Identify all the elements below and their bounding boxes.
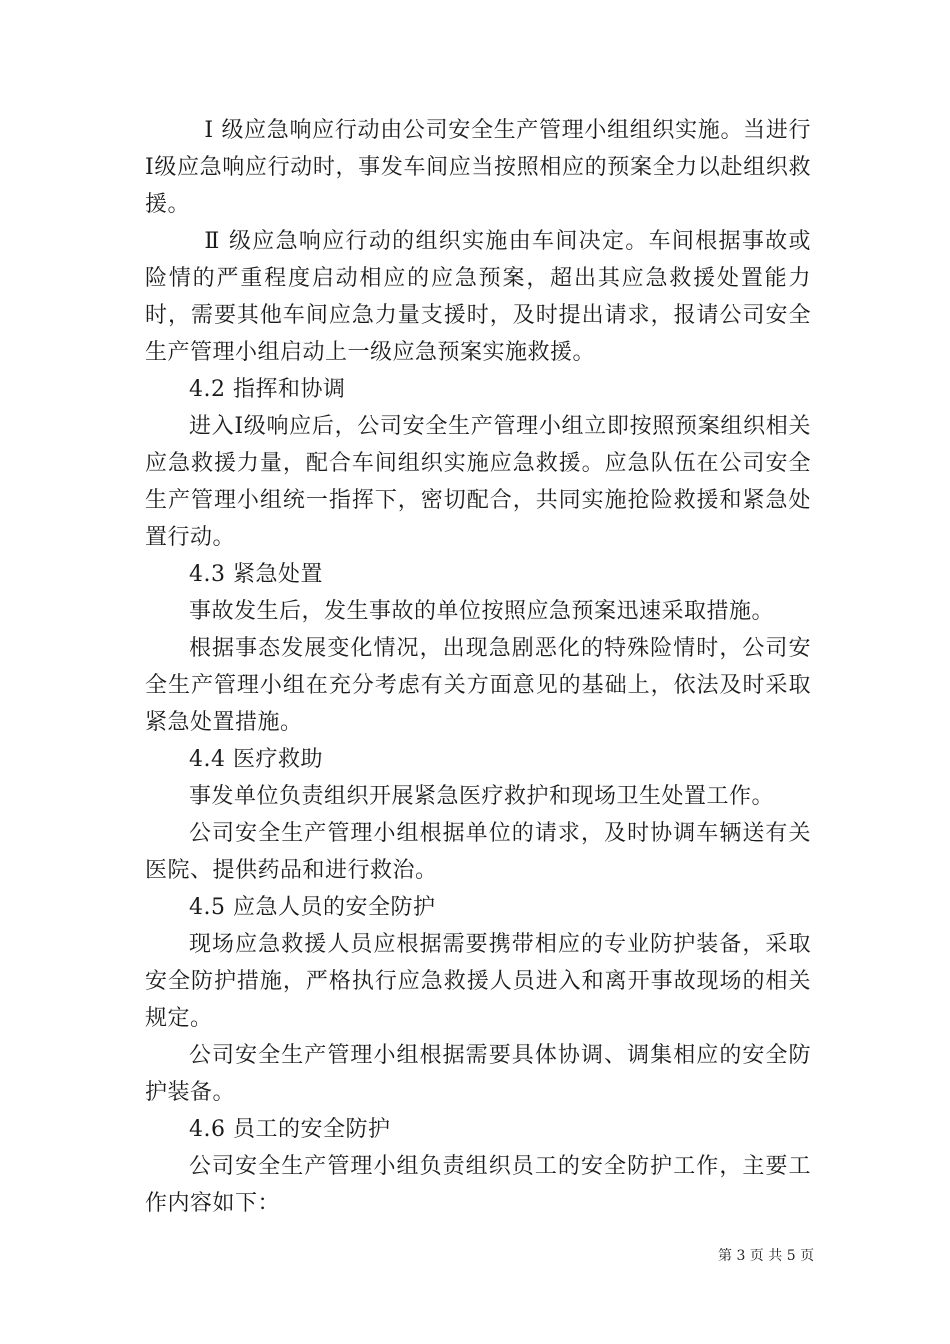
paragraph-employee-protection: 公司安全生产管理小组负责组织员工的安全防护工作，主要工作内容如下： xyxy=(145,1154,811,1216)
section-heading-4-6: 4.6 员工的安全防护 xyxy=(189,1117,391,1142)
section-heading-4-4: 4.4 医疗救助 xyxy=(189,747,323,772)
paragraph-level1-response: Ⅰ 级应急响应行动由公司安全生产管理小组组织实施。当进行Ⅰ级应急响应行动时，事发车间应当按照相应的预案全力以赴组织救援。 xyxy=(145,118,811,217)
paragraph-emergency-action: 事故发生后，发生事故的单位按照应急预案迅速采取措施。 xyxy=(189,599,775,624)
document-body xyxy=(145,112,811,1222)
paragraph-protection-equipment: 公司安全生产管理小组根据需要具体协调、调集相应的安全防护装备。 xyxy=(145,1043,811,1105)
paragraph-level2-response: Ⅱ 级应急响应行动的组织实施由车间决定。车间根据事故或险情的严重程度启动相应的应急预案，超出其应急救援处置能力时，需要其他车间应急力量支援时，及时提出请求，报请公司安全生产管理小组启动上一级应急预案实施救援。 xyxy=(145,229,811,365)
page-number-footer: 第 3 页 共 5 页 xyxy=(718,1248,815,1264)
section-heading-4-2: 4.2 指挥和协调 xyxy=(189,377,346,402)
paragraph-rescuer-protection: 现场应急救援人员应根据需要携带相应的专业防护装备，采取安全防护措施，严格执行应急救援人员进入和离开事故现场的相关规定。 xyxy=(145,932,811,1031)
paragraph-command-coordination: 进入Ⅰ级响应后，公司安全生产管理小组立即按照预案组织相关应急救援力量，配合车间组织实施应急救援。应急队伍在公司安全生产管理小组统一指挥下，密切配合，共同实施抢险救援和紧急处置行动。 xyxy=(145,414,811,550)
section-heading-4-5: 4.5 应急人员的安全防护 xyxy=(189,895,436,920)
paragraph-medical-care: 事发单位负责组织开展紧急医疗救护和现场卫生处置工作。 xyxy=(189,784,775,809)
section-heading-4-3: 4.3 紧急处置 xyxy=(189,562,323,587)
paragraph-emergency-measures: 根据事态发展变化情况，出现急剧恶化的特殊险情时，公司安全生产管理小组在充分考虑有关方面意见的基础上，依法及时采取紧急处置措施。 xyxy=(145,636,811,735)
paragraph-medical-coordination: 公司安全生产管理小组根据单位的请求，及时协调车辆送有关医院、提供药品和进行救治。 xyxy=(145,821,811,883)
